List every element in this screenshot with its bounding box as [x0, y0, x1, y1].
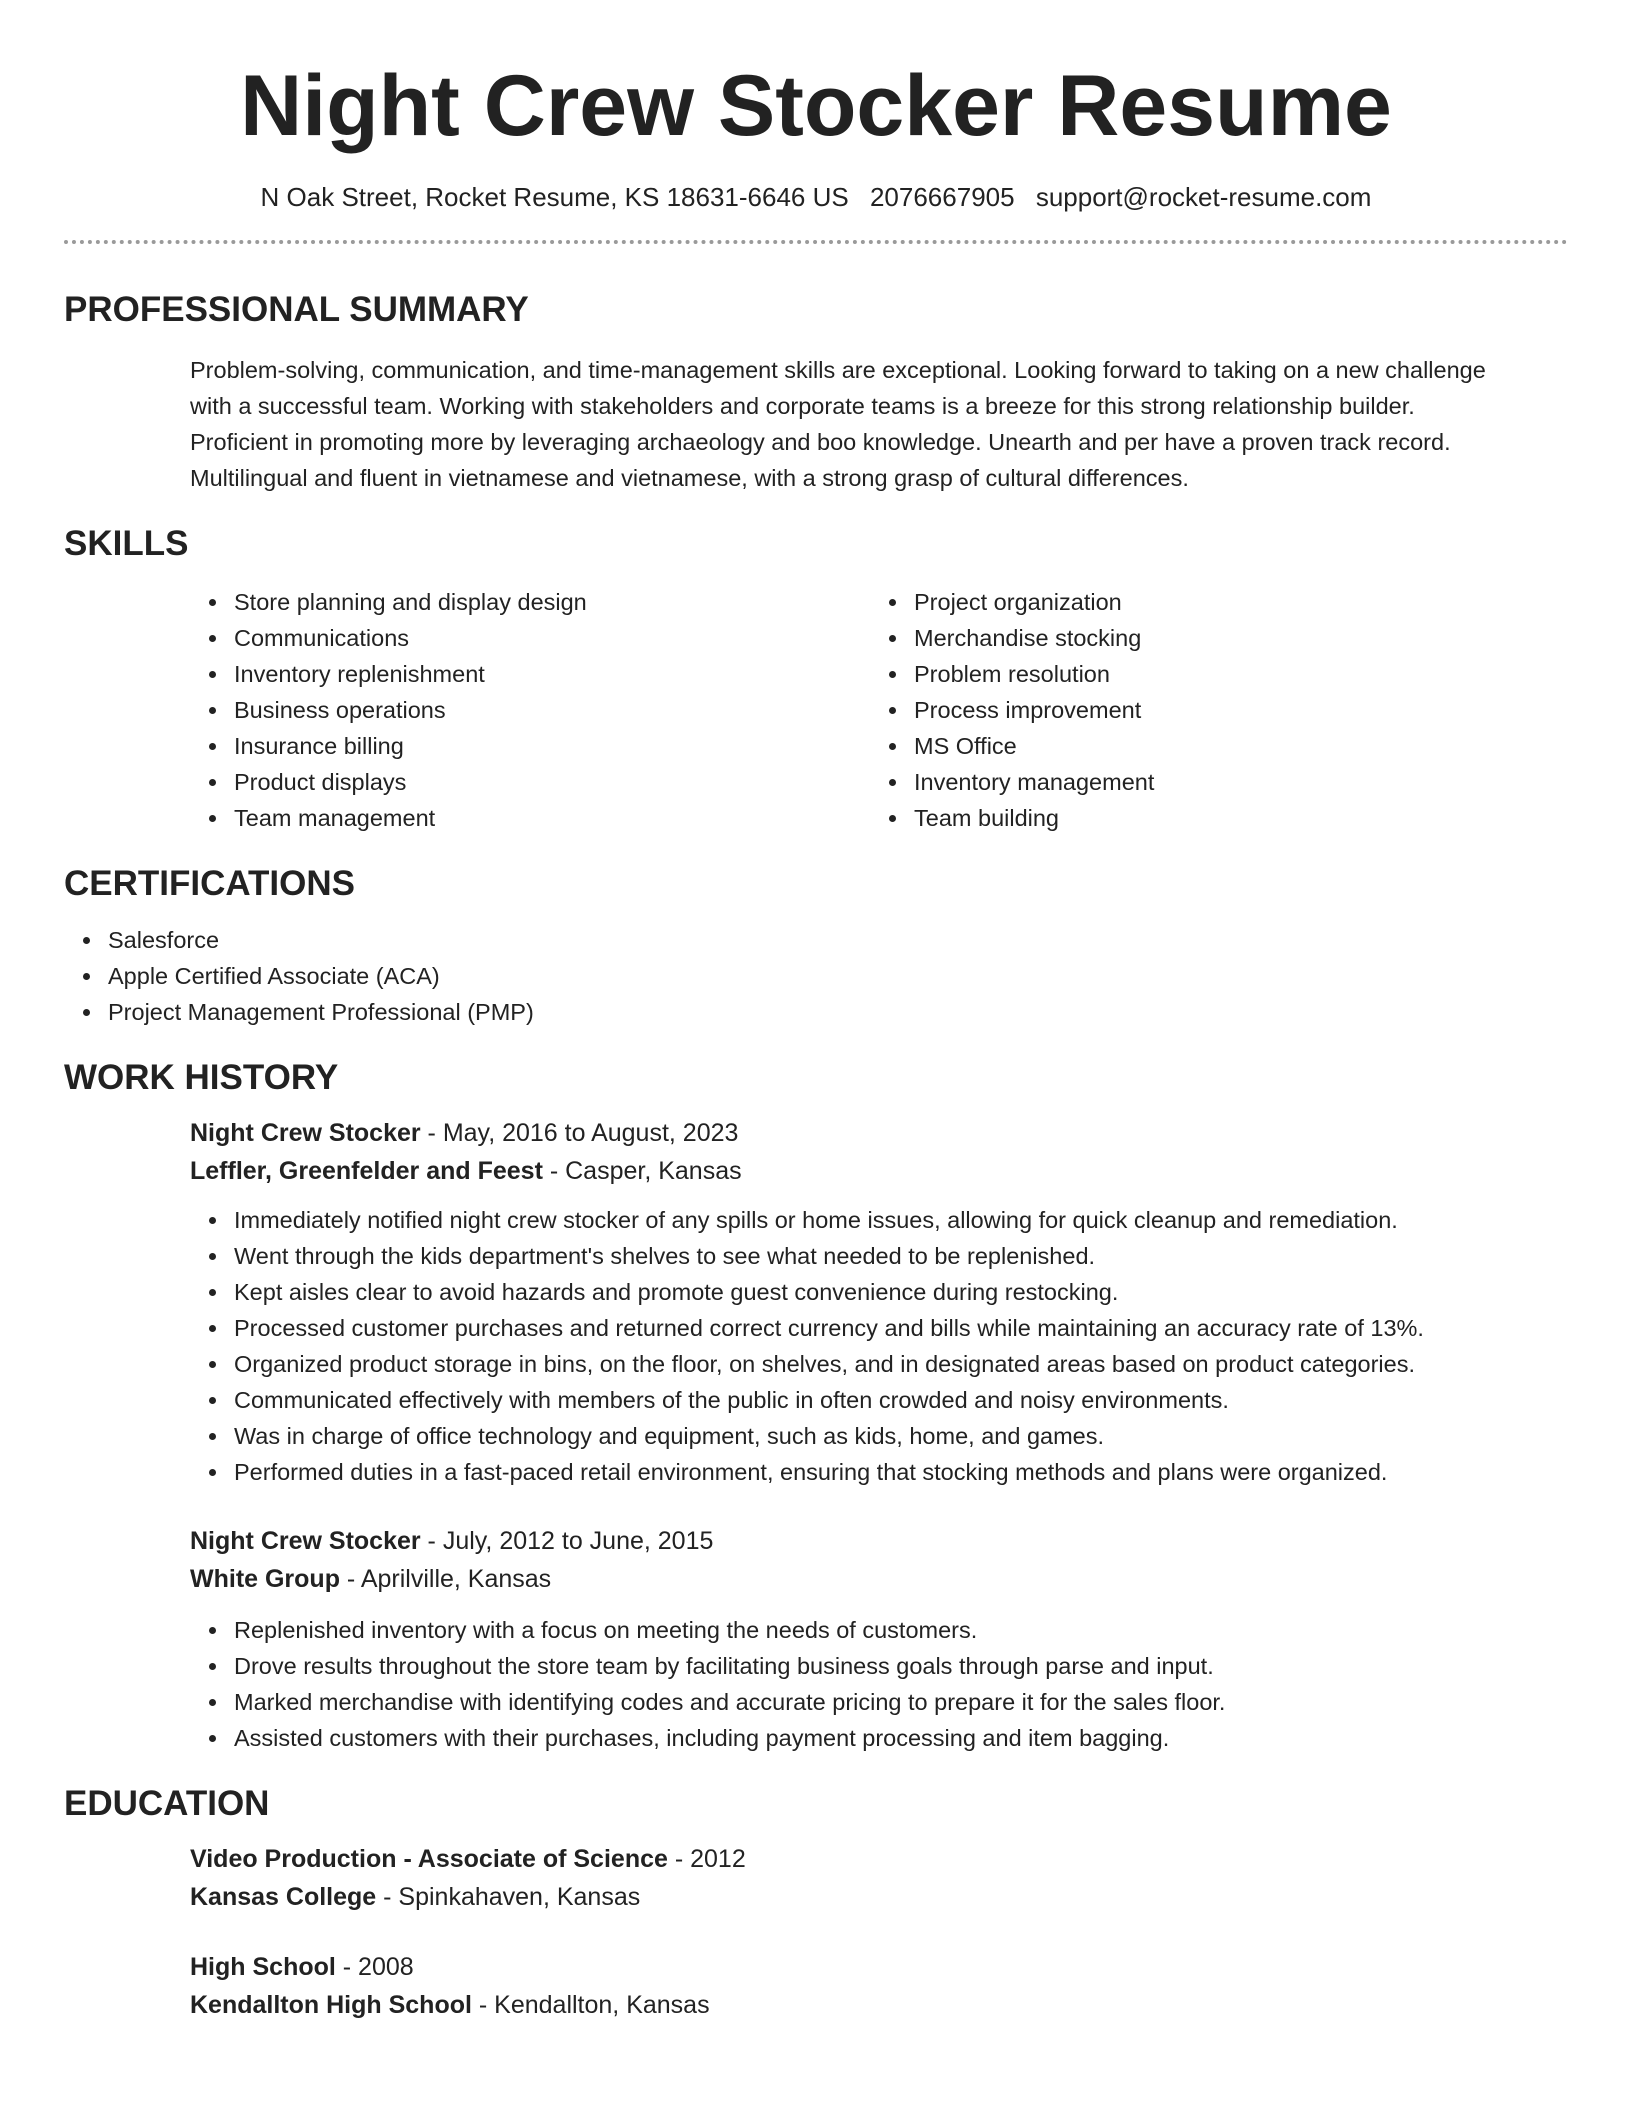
skill-item: Team management — [234, 800, 870, 836]
education-degree-line — [190, 1840, 1568, 1878]
education-school-line — [190, 1878, 1568, 1916]
contact-address: N Oak Street, Rocket Resume, KS 18631-6646 US — [260, 182, 849, 212]
skill-item: Problem resolution — [914, 656, 1430, 692]
skill-item: Inventory replenishment — [234, 656, 870, 692]
job-dates: - July, 2012 to June, 2015 — [420, 1527, 714, 1555]
education-location: - Kendallton, Kansas — [471, 1991, 710, 2019]
job-location: - Aprilville, Kansas — [339, 1565, 552, 1593]
job-duty: Assisted customers with their purchases, including payment processing and item bagging. — [234, 1720, 1568, 1756]
skill-item: Business operations — [234, 692, 870, 728]
job-title-line — [190, 1114, 1568, 1152]
skill-item: MS Office — [914, 728, 1430, 764]
job-role: Night Crew Stocker — [190, 1527, 421, 1555]
job-duties — [190, 1202, 1568, 1490]
job-duty: Organized product storage in bins, on the floor, on shelves, and in designated areas based on product categories. — [234, 1346, 1568, 1382]
education-year: - 2008 — [335, 1953, 414, 1981]
summary-line: Multilingual and fluent in vietnamese and vietnamese, with a strong grasp of cultural differences. — [190, 465, 1189, 491]
education-degree: Video Production - Associate of Science — [190, 1845, 668, 1873]
certifications-heading: CERTIFICATIONS — [64, 864, 356, 903]
job-title-line — [190, 1522, 1568, 1560]
contact-line — [64, 180, 1568, 214]
contact-phone: 2076667905 — [869, 182, 1015, 212]
job-duty: Performed duties in a fast-paced retail environment, ensuring that stocking methods and plans were organized. — [234, 1454, 1568, 1490]
job-location: - Casper, Kansas — [542, 1157, 742, 1185]
education-school: Kansas College — [190, 1883, 377, 1911]
education-heading: EDUCATION — [64, 1784, 270, 1823]
job-entry — [190, 1522, 1568, 1756]
certification-item: Salesforce — [108, 922, 1568, 958]
job-duty: Drove results throughout the store team by facilitating business goals through parse and input. — [234, 1648, 1568, 1684]
skills-list-right — [870, 584, 1430, 836]
job-duty: Communicated effectively with members of the public in often crowded and noisy environments. — [234, 1382, 1568, 1418]
summary-text — [190, 352, 1568, 496]
education-year: - 2012 — [667, 1845, 746, 1873]
education-school-line — [190, 1986, 1568, 2024]
job-duty: Kept aisles clear to avoid hazards and promote guest convenience during restocking. — [234, 1274, 1568, 1310]
skill-item: Inventory management — [914, 764, 1430, 800]
education-entry — [190, 1840, 1568, 1916]
summary-line: with a successful team. Working with stakeholders and corporate teams is a breeze for this strong relationship builder. — [190, 393, 1415, 419]
summary-line: Problem-solving, communication, and time-management skills are exceptional. Looking forward to taking on a new challenge — [190, 357, 1486, 383]
summary-heading: PROFESSIONAL SUMMARY — [64, 290, 529, 329]
job-duty: Marked merchandise with identifying codes and accurate pricing to prepare it for the sales floor. — [234, 1684, 1568, 1720]
certification-item: Project Management Professional (PMP) — [108, 994, 1568, 1030]
job-dates: - May, 2016 to August, 2023 — [420, 1119, 739, 1147]
job-company-line — [190, 1560, 1568, 1598]
skill-item: Store planning and display design — [234, 584, 870, 620]
skill-item: Insurance billing — [234, 728, 870, 764]
job-entry — [190, 1114, 1568, 1490]
work-history-heading: WORK HISTORY — [64, 1058, 339, 1097]
job-duty: Went through the kids department's shelves to see what needed to be replenished. — [234, 1238, 1568, 1274]
skill-item: Merchandise stocking — [914, 620, 1430, 656]
skills-heading: SKILLS — [64, 524, 189, 563]
education-school: Kendallton High School — [190, 1991, 472, 2019]
summary-line: Proficient in promoting more by leveraging archaeology and boo knowledge. Unearth and per have a proven track record. — [190, 429, 1451, 455]
education-degree: High School — [190, 1953, 336, 1981]
skill-item: Process improvement — [914, 692, 1430, 728]
contact-email[interactable]: support@rocket-resume.com — [1035, 182, 1372, 212]
job-company: White Group — [190, 1565, 340, 1593]
skill-item: Team building — [914, 800, 1430, 836]
skill-item: Product displays — [234, 764, 870, 800]
job-company: Leffler, Greenfelder and Feest — [190, 1157, 543, 1185]
certification-item: Apple Certified Associate (ACA) — [108, 958, 1568, 994]
job-role: Night Crew Stocker — [190, 1119, 421, 1147]
education-location: - Spinkahaven, Kansas — [376, 1883, 641, 1911]
resume-title: Night Crew Stocker Resume — [240, 58, 1392, 154]
skill-item: Project organization — [914, 584, 1430, 620]
skill-item: Communications — [234, 620, 870, 656]
job-company-line — [190, 1152, 1568, 1190]
job-duty: Immediately notified night crew stocker of any spills or home issues, allowing for quick cleanup and remediation. — [234, 1202, 1568, 1238]
skills-grid — [190, 584, 1568, 836]
education-degree-line — [190, 1948, 1568, 1986]
job-duty: Was in charge of office technology and equipment, such as kids, home, and games. — [234, 1418, 1568, 1454]
header-divider — [64, 240, 1568, 244]
certifications-list — [64, 922, 1568, 1030]
skills-list-left — [190, 584, 870, 836]
job-duty: Replenished inventory with a focus on meeting the needs of customers. — [234, 1612, 1568, 1648]
job-duty: Processed customer purchases and returned correct currency and bills while maintaining an accuracy rate of 13%. — [234, 1310, 1568, 1346]
education-entry — [190, 1948, 1568, 2024]
job-duties — [190, 1612, 1568, 1756]
